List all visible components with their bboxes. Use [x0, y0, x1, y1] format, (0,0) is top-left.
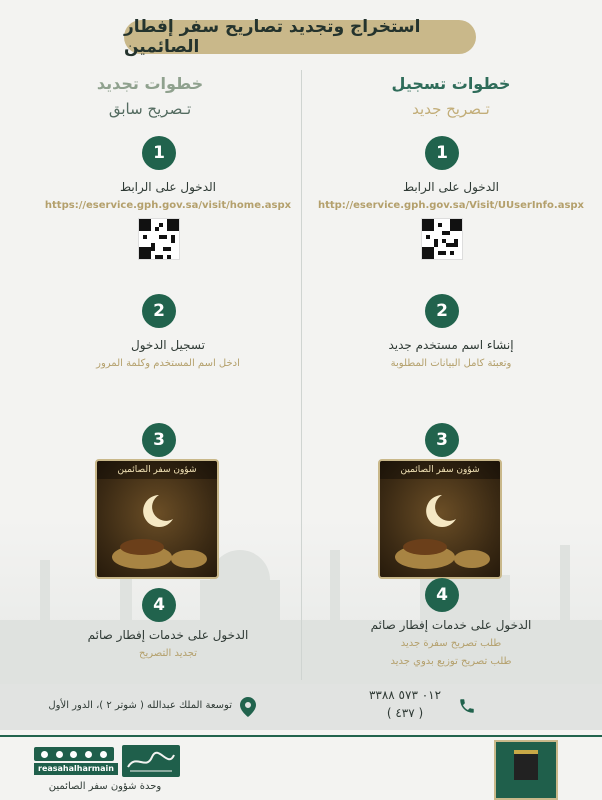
unit-name: وحدة شؤون سفر الصائمين	[48, 781, 162, 792]
step-3-badge: 3	[425, 423, 459, 457]
renew-permit-heading: خطوات تجديد	[96, 74, 204, 93]
address-text: توسعة الملك عبدالله ( شوتر ٢ )، الدور الأول	[48, 700, 232, 711]
new-permit-heading: خطوات تسجيل	[391, 74, 511, 93]
facebook-icon[interactable]	[41, 751, 48, 758]
social-handle[interactable]: reasahalharmain	[34, 763, 118, 775]
footer-divider	[0, 735, 602, 737]
step-2-badge: 2	[425, 294, 459, 328]
page-title: استخراج وتجديد تصاريح سفر إفطار الصائمين	[124, 20, 476, 54]
step-4-subtext-2: طلب تصريح توزيع بدوي جديد	[390, 656, 512, 667]
renew-permit-link[interactable]: https://eservice.gph.gov.sa/visit/home.aspx	[44, 200, 292, 211]
step-1-text: الدخول على الرابط	[402, 180, 500, 194]
step-4-subtext: تجديد التصريح	[139, 648, 197, 659]
step-4-text: الدخول على خدمات إفطار صائم	[87, 628, 249, 642]
phone-icon	[458, 697, 476, 715]
step-2-subtext: ادخل اسم المستخدم وكلمة المرور	[96, 358, 240, 369]
renew-permit-subheading: تـصريح سابق	[108, 100, 192, 118]
phone-number[interactable]: ٠١٢ ٥٧٣ ٣٣٨٨	[368, 688, 442, 702]
step-2-text: إنشاء اسم مستخدم جديد	[388, 338, 514, 352]
phone-extension: ( ٤٣٧ )	[386, 706, 424, 720]
step-4-badge: 4	[142, 588, 176, 622]
step-4-badge: 4	[425, 578, 459, 612]
step-1-text: الدخول على الرابط	[119, 180, 217, 194]
instagram-icon[interactable]	[70, 751, 77, 758]
step-2-subtext: وتعبئة كامل البيانات المطلوبة	[390, 358, 512, 369]
step-1-badge: 1	[425, 136, 459, 170]
new-permit-link[interactable]: http://eservice.gph.gov.sa/Visit/UUserInfo.aspx	[317, 200, 585, 211]
step-2-text: تسجيل الدخول	[131, 338, 205, 352]
promo-image-label: شؤون سفر الصائمين	[97, 461, 217, 479]
step-1-badge: 1	[142, 136, 176, 170]
new-permit-subheading: تـصريح جديد	[412, 100, 490, 118]
promo-image	[95, 459, 219, 579]
presidency-emblem-logo	[494, 740, 558, 800]
renew-permit-column	[0, 70, 300, 680]
twitter-icon[interactable]	[85, 751, 92, 758]
calligraphy-logo	[122, 745, 180, 777]
step-4-subtext-1: طلب تصريح سفرة جديد	[400, 638, 502, 649]
location-pin-icon	[240, 697, 256, 717]
new-permit-column	[301, 70, 601, 680]
kaaba-icon	[514, 750, 538, 780]
step-4-text: الدخول على خدمات إفطار صائم	[370, 618, 532, 632]
social-icons[interactable]	[34, 747, 114, 761]
qr-code	[138, 218, 180, 260]
youtube-icon[interactable]	[56, 751, 63, 758]
step-2-badge: 2	[142, 294, 176, 328]
promo-image-label: شؤون سفر الصائمين	[380, 461, 500, 479]
snapchat-icon[interactable]	[100, 751, 107, 758]
promo-image	[378, 459, 502, 579]
step-3-badge: 3	[142, 423, 176, 457]
qr-code	[421, 218, 463, 260]
